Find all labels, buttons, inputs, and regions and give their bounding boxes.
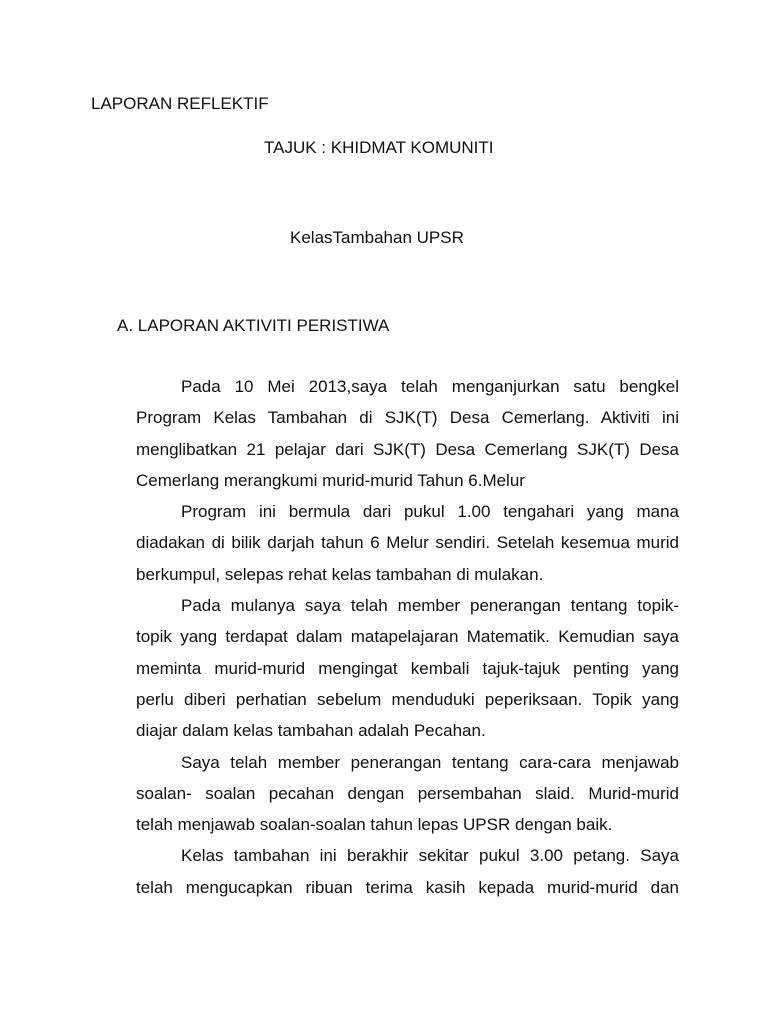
paragraph-line: Program Kelas Tambahan di SJK(T) Desa Cemerlang. Aktiviti ini bbox=[136, 408, 679, 428]
paragraph-line: telah menjawab soalan-soalan tahun lepas UPSR dengan baik. bbox=[136, 815, 613, 835]
document-topic: TAJUK : KHIDMAT KOMUNITI bbox=[264, 138, 494, 157]
report-body bbox=[136, 371, 679, 903]
paragraph-line: Pada mulanya saya telah member penerangan tentang topik- bbox=[181, 596, 679, 616]
paragraph-line: menglibatkan 21 pelajar dari SJK(T) Desa Cemerlang SJK(T) Desa bbox=[136, 439, 679, 459]
paragraph-line: Cemerlang merangkumi murid-murid Tahun 6.Melur bbox=[136, 470, 525, 490]
paragraph-line: Kelas tambahan ini berakhir sekitar pukul 3.00 petang. Saya bbox=[181, 846, 679, 866]
paragraph-line: diadakan di bilik darjah tahun 6 Melur sendiri. Setelah kesemua murid bbox=[136, 533, 679, 553]
paragraph-line: Saya telah member penerangan tentang cara-cara menjawab bbox=[181, 752, 679, 772]
paragraph-line: diajar dalam kelas tambahan adalah Pecahan. bbox=[136, 721, 486, 741]
document-subtitle: KelasTambahan UPSR bbox=[290, 228, 464, 247]
paragraph-line: Pada 10 Mei 2013,saya telah menganjurkan satu bengkel bbox=[181, 377, 679, 396]
paragraph-line: perlu diberi perhatian sebelum menduduki peperiksaan. Topik yang bbox=[136, 689, 679, 709]
paragraph-line: Program ini bermula dari pukul 1.00 tengahari yang mana bbox=[181, 502, 679, 522]
paragraph-line: soalan- soalan pecahan dengan persembahan slaid. Murid-murid bbox=[136, 783, 679, 803]
document-title: LAPORAN REFLEKTIF bbox=[91, 94, 269, 113]
paragraph bbox=[136, 590, 679, 746]
paragraph-line: berkumpul, selepas rehat kelas tambahan di mulakan. bbox=[136, 564, 544, 584]
paragraph bbox=[136, 496, 679, 590]
paragraph bbox=[136, 371, 679, 496]
paragraph bbox=[136, 840, 679, 903]
paragraph bbox=[136, 747, 679, 841]
paragraph-line: meminta murid-murid mengingat kembali tajuk-tajuk penting yang bbox=[136, 658, 679, 678]
paragraph-line: telah mengucapkan ribuan terima kasih kepada murid-murid dan bbox=[136, 877, 679, 897]
paragraph-line: topik yang terdapat dalam matapelajaran Matematik. Kemudian saya bbox=[136, 627, 679, 647]
section-heading: A. LAPORAN AKTIVITI PERISTIWA bbox=[117, 316, 390, 335]
